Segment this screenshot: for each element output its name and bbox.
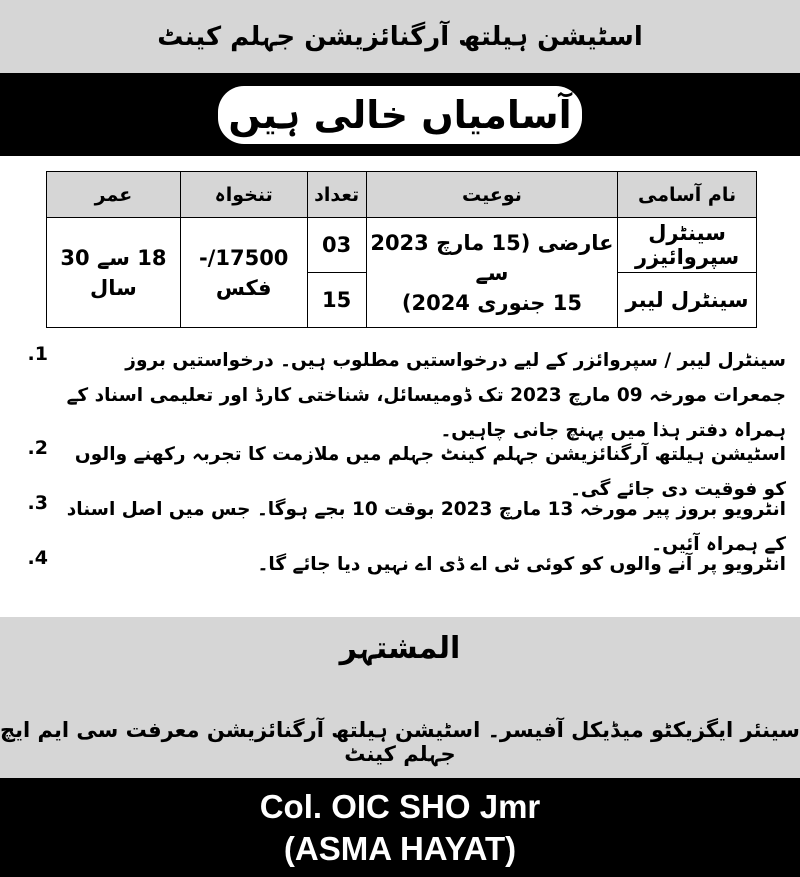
age-cell: [47, 218, 181, 328]
instruction-text: اسٹیشن ہیلتھ آرگنائزیشن جہلم کینٹ جہلم میں ملازمت کا تجربہ رکھنے والوں کو فوقیت دی جائے گی۔: [74, 444, 786, 500]
advertiser-label: المشتہر: [339, 631, 461, 666]
advertiser-band: [0, 617, 800, 778]
col-count: تعداد: [307, 172, 366, 218]
age-range: 18 سے 30: [60, 245, 167, 270]
instruction-number: 4.: [27, 547, 48, 569]
nature-cell: [366, 218, 617, 328]
vacancies-heading: آسامیاں خالی ہیں: [228, 92, 572, 137]
instruction-number: 1.: [27, 343, 48, 365]
nature-line-2: 15 جنوری 2024): [401, 290, 582, 315]
list-item: [14, 437, 786, 500]
count-cell: 15: [307, 273, 366, 328]
organization-title: اسٹیشن ہیلتھ آرگنائزیشن جہلم کینٹ: [157, 21, 643, 52]
post-name-cell: سینٹرل لیبر: [618, 273, 757, 328]
salary-type: فکس: [215, 275, 272, 300]
signatory-office: Col. OIC SHO Jmr: [259, 788, 541, 825]
instruction-text: انٹرویو بروز پیر مورخہ 13 مارچ 2023 بوقت 10 بجے ہوگا۔ جس میں اصل اسناد کے ہمراہ آئیں۔: [66, 499, 786, 555]
instruction-number: 3.: [27, 492, 48, 514]
table-header-row: [47, 172, 757, 218]
salary-amount: 17500/-: [198, 245, 289, 270]
col-age: عمر: [47, 172, 181, 218]
age-unit: سال: [90, 275, 137, 300]
signatory-footer: [0, 778, 800, 877]
vacancies-banner: [218, 86, 582, 144]
col-nature: نوعیت: [366, 172, 617, 218]
advertiser-designation: سینئر ایگزیکٹو میڈیکل آفیسر۔ اسٹیشن ہیلتھ آرگنائزیشن معرفت سی ایم ایچ جہلم کینٹ: [0, 718, 800, 766]
instructions-list: [14, 343, 786, 597]
banner-band: [0, 73, 800, 156]
header-band: [0, 0, 800, 73]
instruction-number: 2.: [27, 437, 48, 459]
signatory-name: (ASMA HAYAT): [283, 830, 517, 867]
salary-cell: [180, 218, 307, 328]
list-item: [14, 343, 786, 441]
post-name-cell: سینٹرل سپروائیزر: [618, 218, 757, 273]
list-item: [14, 492, 786, 555]
nature-line-1: عارضی (15 مارچ 2023 سے: [370, 230, 614, 285]
col-post-name: نام آسامی: [618, 172, 757, 218]
col-salary: تنخواہ: [180, 172, 307, 218]
instruction-text: سینٹرل لیبر / سپروائزر کے لیے درخواستیں مطلوب ہیں۔ درخواستیں بروز جمعرات مورخہ 09 مارچ 2023 تک ڈومیسائل، شناختی کارڈ اور تعلیمی اسناد کے ہمراہ دفتر ہذا میں پہنچ جانی چاہیں۔: [66, 350, 786, 441]
table-row: [47, 218, 757, 273]
jobs-table: [46, 171, 757, 328]
count-cell: 03: [307, 218, 366, 273]
list-item: [14, 547, 786, 597]
instruction-text: انٹرویو پر آنے والوں کو کوئی ٹی اے ڈی اے نہیں دیا جائے گا۔: [257, 554, 786, 575]
